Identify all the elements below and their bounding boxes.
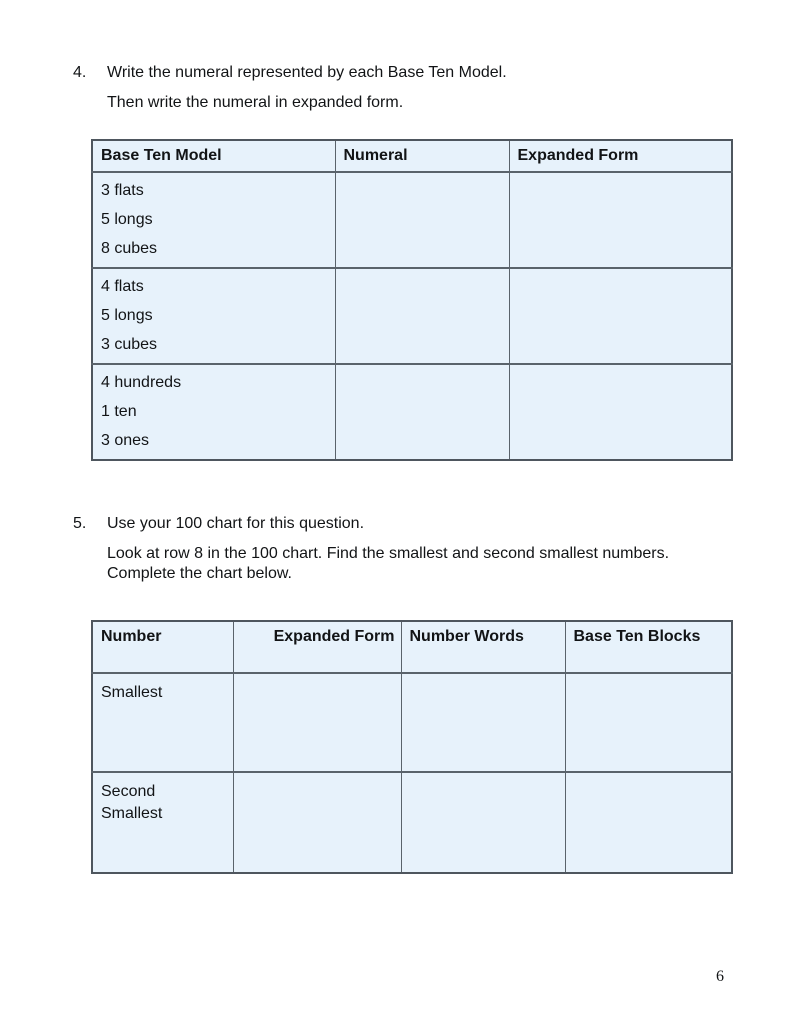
numeral-answer-cell bbox=[335, 364, 509, 460]
header-expanded-form: Expanded Form bbox=[509, 140, 732, 172]
question-5-line-2: Look at row 8 in the 100 chart. Find the smallest and second smallest numbers. Complete the chart below. bbox=[107, 545, 670, 582]
question-4-line-2: Then write the numeral in expanded form. bbox=[107, 94, 404, 111]
table-row-second-smallest bbox=[92, 772, 732, 873]
base-ten-blocks-answer-cell bbox=[565, 673, 732, 772]
base-ten-blocks-answer-cell bbox=[565, 772, 732, 873]
numeral-answer-cell bbox=[335, 172, 509, 268]
number-chart-header-row bbox=[92, 621, 732, 673]
model-cell bbox=[92, 172, 335, 268]
question-4-line-1 bbox=[73, 63, 507, 83]
header-base-ten-model: Base Ten Model bbox=[92, 140, 335, 172]
row-label-cell bbox=[92, 772, 233, 873]
model-cell bbox=[92, 268, 335, 364]
model-line: 3 flats bbox=[101, 182, 144, 199]
question-5-number: 5. bbox=[73, 515, 87, 532]
row-label-line: Smallest bbox=[101, 805, 163, 822]
number-words-answer-cell bbox=[401, 772, 565, 873]
expanded-form-answer-cell bbox=[233, 673, 401, 772]
page-number: 6 bbox=[716, 968, 724, 985]
header-numeral: Numeral bbox=[335, 140, 509, 172]
model-line: 4 hundreds bbox=[101, 374, 182, 391]
expanded-form-answer-cell bbox=[509, 364, 732, 460]
number-words-answer-cell bbox=[401, 673, 565, 772]
table-row-smallest bbox=[92, 673, 732, 772]
expanded-form-answer-cell bbox=[233, 772, 401, 873]
model-line: 8 cubes bbox=[101, 240, 158, 257]
model-line: 3 ones bbox=[101, 432, 150, 449]
base-ten-table-header-row bbox=[92, 140, 732, 172]
question-5-line-1 bbox=[73, 514, 364, 534]
number-chart-table bbox=[91, 620, 733, 874]
table-row bbox=[92, 172, 732, 268]
model-line: 1 ten bbox=[101, 403, 137, 420]
question-4-number: 4. bbox=[73, 64, 87, 81]
base-ten-model-table bbox=[91, 139, 733, 461]
expanded-form-answer-cell bbox=[509, 268, 732, 364]
header-number-words: Number Words bbox=[401, 621, 565, 673]
row-label: Smallest bbox=[101, 684, 163, 701]
table-row bbox=[92, 364, 732, 460]
question-5-text: Use your 100 chart for this question. bbox=[107, 515, 365, 532]
header-number: Number bbox=[92, 621, 233, 673]
header-expanded-form: Expanded Form bbox=[233, 621, 401, 673]
model-cell bbox=[92, 364, 335, 460]
table-row bbox=[92, 268, 732, 364]
expanded-form-answer-cell bbox=[509, 172, 732, 268]
header-base-ten-blocks: Base Ten Blocks bbox=[565, 621, 732, 673]
model-line: 4 flats bbox=[101, 278, 144, 295]
numeral-answer-cell bbox=[335, 268, 509, 364]
question-4-text: Write the numeral represented by each Base Ten Model. bbox=[107, 64, 507, 81]
row-label-cell bbox=[92, 673, 233, 772]
model-line: 5 longs bbox=[101, 307, 153, 324]
model-line: 5 longs bbox=[101, 211, 153, 228]
row-label-line: Second bbox=[101, 783, 156, 800]
model-line: 3 cubes bbox=[101, 336, 158, 353]
